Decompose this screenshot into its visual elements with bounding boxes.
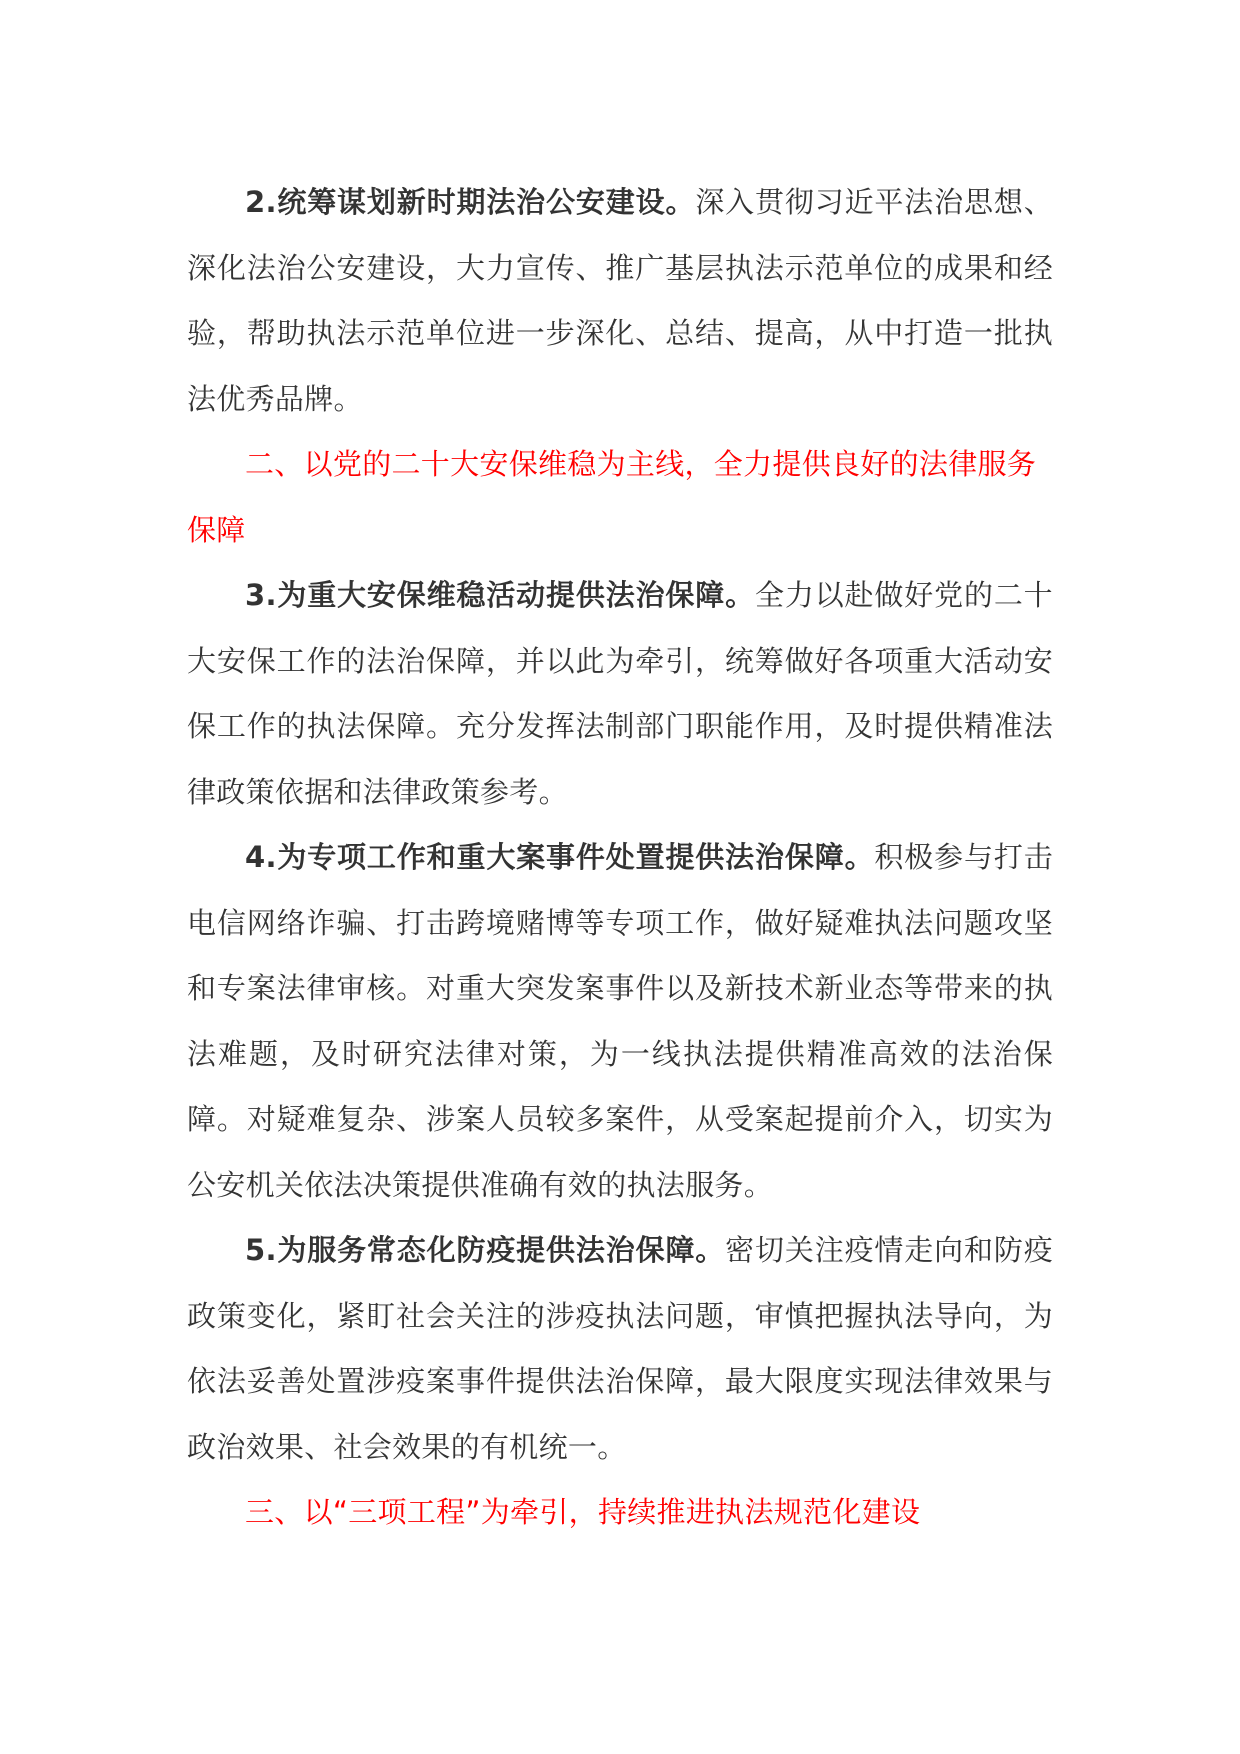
section-heading-2: 二、以党的二十大安保维稳为主线，全力提供良好的法律服务保障 [187, 447, 1037, 547]
item-2-lead: 2.统筹谋划新时期法治公安建设。 [245, 185, 696, 219]
item-3-body: 全力以赴做好党的二十大安保工作的法治保障，并以此为牵引，统筹做好各项重大活动安保工作的执法保障。充分发挥法制部门职能作用，及时提供精准法律政策依据和法律政策参考。 [187, 578, 1053, 809]
paragraph-item-4 [187, 825, 1053, 1218]
item-4-lead: 4.为专项工作和重大案事件处置提供法治保障。 [245, 840, 875, 874]
item-4-body: 积极参与打击电信网络诈骗、打击跨境赌博等专项工作，做好疑难执法问题攻坚和专案法律审核。对重大突发案事件以及新技术新业态等带来的执法难题，及时研究法律对策，为一线执法提供精准高效的法治保障。对疑难复杂、涉案人员较多案件，从受案起提前介入，切实为公安机关依法决策提供准确有效的执法服务。 [187, 840, 1053, 1202]
paragraph-item-3 [187, 563, 1053, 825]
section-heading-3: 三、以“三项工程”为牵引，持续推进执法规范化建设 [245, 1495, 921, 1529]
item-3-lead: 3.为重大安保维稳活动提供法治保障。 [245, 578, 755, 612]
item-5-lead: 5.为服务常态化防疫提供法治保障。 [245, 1233, 726, 1267]
document-page [187, 170, 1053, 1546]
paragraph-item-2 [187, 170, 1053, 432]
item-2-body: 深入贯彻习近平法治思想、深化法治公安建设，大力宣传、推广基层执法示范单位的成果和经验，帮助执法示范单位进一步深化、总结、提高，从中打造一批执法优秀品牌。 [187, 185, 1054, 416]
paragraph-item-5 [187, 1218, 1053, 1480]
item-5-body: 密切关注疫情走向和防疫政策变化，紧盯社会关注的涉疫执法问题，审慎把握执法导向，为依法妥善处置涉疫案事件提供法治保障，最大限度实现法律效果与政治效果、社会效果的有机统一。 [187, 1233, 1053, 1464]
